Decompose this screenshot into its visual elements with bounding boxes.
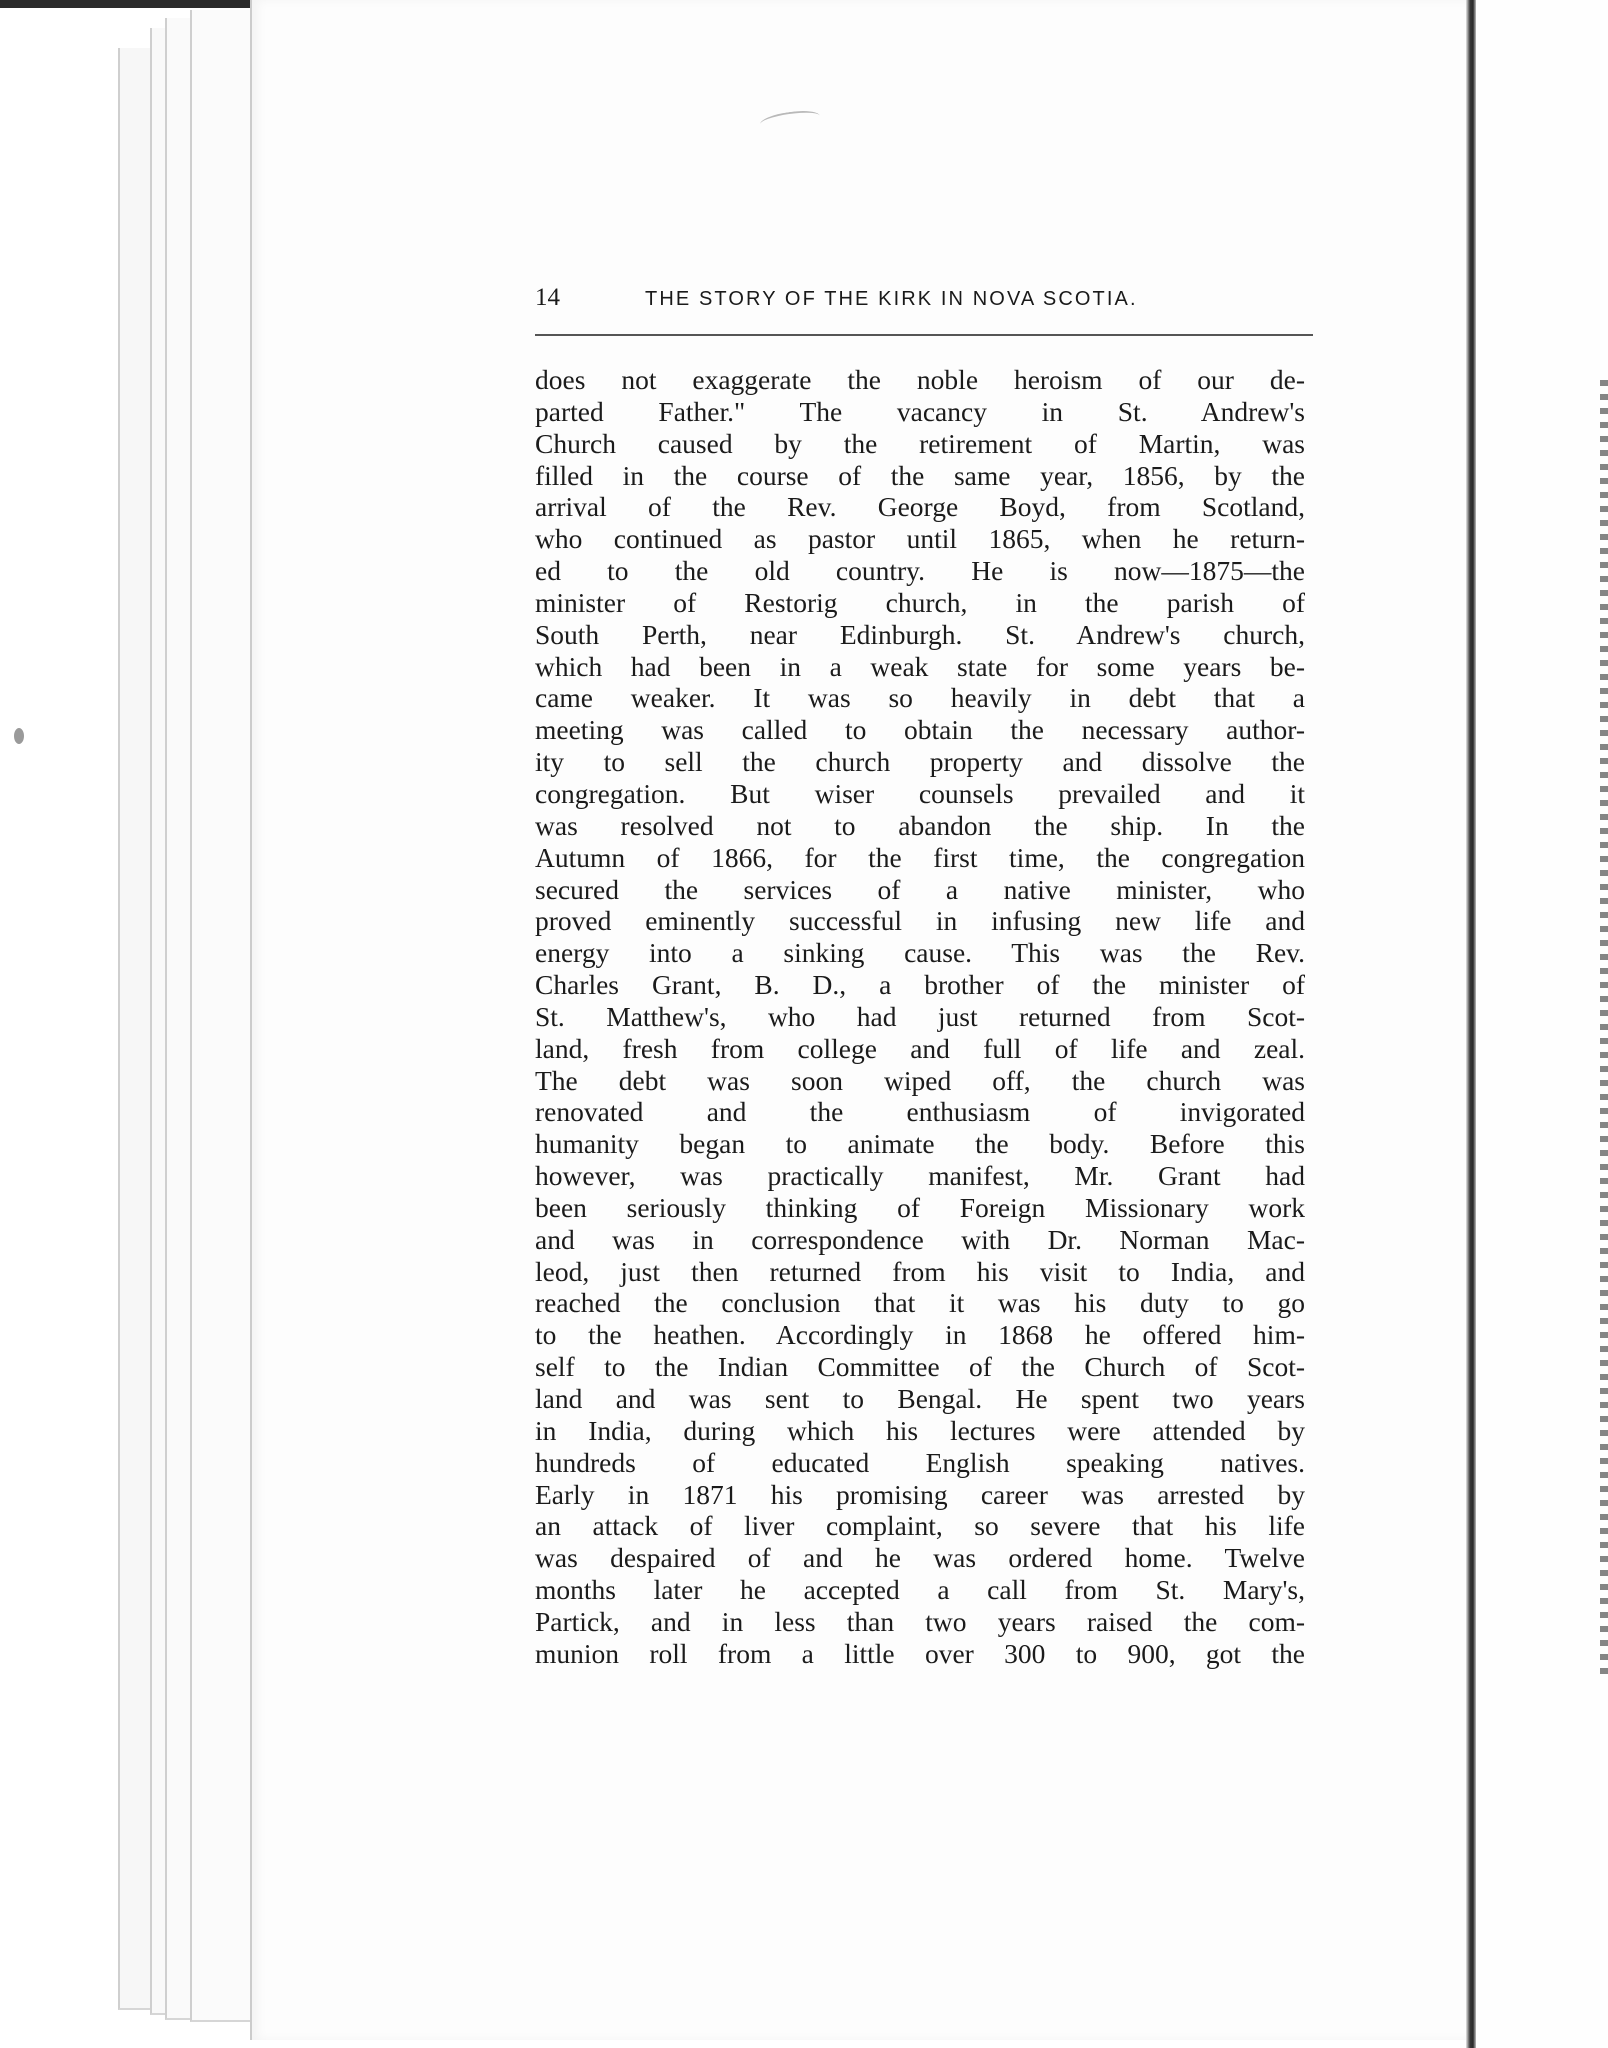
text-line: congregation. But wiser counsels prevailed and it (535, 777, 1305, 809)
text-line: reached the conclusion that it was his duty to go (535, 1287, 1305, 1319)
text-line: been seriously thinking of Foreign Missionary work (535, 1191, 1305, 1223)
page-header (535, 284, 1315, 316)
text-line: renovated and the enthusiasm of invigorated (535, 1096, 1305, 1128)
text-line: land, fresh from college and full of life and zeal. (535, 1032, 1305, 1064)
text-line: meeting was called to obtain the necessary author- (535, 714, 1305, 746)
facing-page (1476, 0, 1608, 2048)
text-line: came weaker. It was so heavily in debt that a (535, 682, 1305, 714)
text-line: Autumn of 1866, for the first time, the congregation (535, 841, 1305, 873)
text-line: does not exaggerate the noble heroism of our de- (535, 364, 1305, 395)
text-line: self to the Indian Committee of the Church of Scot- (535, 1351, 1305, 1383)
facing-page-text-edge (1600, 380, 1608, 1680)
text-line: secured the services of a native minister, who (535, 873, 1305, 905)
header-rule (535, 334, 1313, 336)
text-line: who continued as pastor until 1865, when he return- (535, 523, 1305, 555)
text-line: however, was practically manifest, Mr. Grant had (535, 1160, 1305, 1192)
text-line: St. Matthew's, who had just returned from Scot- (535, 1000, 1305, 1032)
text-line: ed to the old country. He is now—1875—the (535, 555, 1305, 587)
text-line: to the heathen. Accordingly in 1868 he offered him- (535, 1319, 1305, 1351)
text-line: parted Father." The vacancy in St. Andrew's (535, 395, 1305, 427)
text-line: humanity began to animate the body. Before this (535, 1128, 1305, 1160)
text-line: and was in correspondence with Dr. Norman Mac- (535, 1223, 1305, 1255)
text-line: proved eminently successful in infusing new life and (535, 905, 1305, 937)
scan-speck (14, 728, 24, 744)
text-line: hundreds of educated English speaking natives. (535, 1446, 1305, 1478)
text-line: was despaired of and he was ordered home. Twelve (535, 1542, 1305, 1574)
text-line: energy into a sinking cause. This was the Rev. (535, 937, 1305, 969)
text-line: arrival of the Rev. George Boyd, from Scotland, (535, 491, 1305, 523)
text-line: ity to sell the church property and dissolve the (535, 746, 1305, 778)
text-line: The debt was soon wiped off, the church was (535, 1064, 1305, 1096)
text-line: Charles Grant, B. D., a brother of the minister of (535, 969, 1305, 1001)
body-text (535, 364, 1305, 1670)
text-line: munion roll from a little over 300 to 900, got the (535, 1637, 1305, 1669)
text-line: South Perth, near Edinburgh. St. Andrew's church, (535, 618, 1305, 650)
text-line: was resolved not to abandon the ship. In the (535, 809, 1305, 841)
text-line: Partick, and in less than two years raised the com- (535, 1605, 1305, 1637)
book-gutter (1466, 0, 1476, 2048)
running-head: THE STORY OF THE KIRK IN NOVA SCOTIA. (645, 288, 1138, 310)
page-number: 14 (535, 284, 560, 311)
text-line: Early in 1871 his promising career was arrested by (535, 1478, 1305, 1510)
text-line: Church caused by the retirement of Martin, was (535, 427, 1305, 459)
text-line: filled in the course of the same year, 1856, by the (535, 459, 1305, 491)
text-line: months later he accepted a call from St. Mary's, (535, 1574, 1305, 1606)
text-line: in India, during which his lectures were attended by (535, 1414, 1305, 1446)
text-line: an attack of liver complaint, so severe that his life (535, 1510, 1305, 1542)
text-line: leod, just then returned from his visit to India, and (535, 1255, 1305, 1287)
text-line: which had been in a weak state for some years be- (535, 650, 1305, 682)
text-line: minister of Restorig church, in the parish of (535, 586, 1305, 618)
text-line: land and was sent to Bengal. He spent two years (535, 1383, 1305, 1414)
